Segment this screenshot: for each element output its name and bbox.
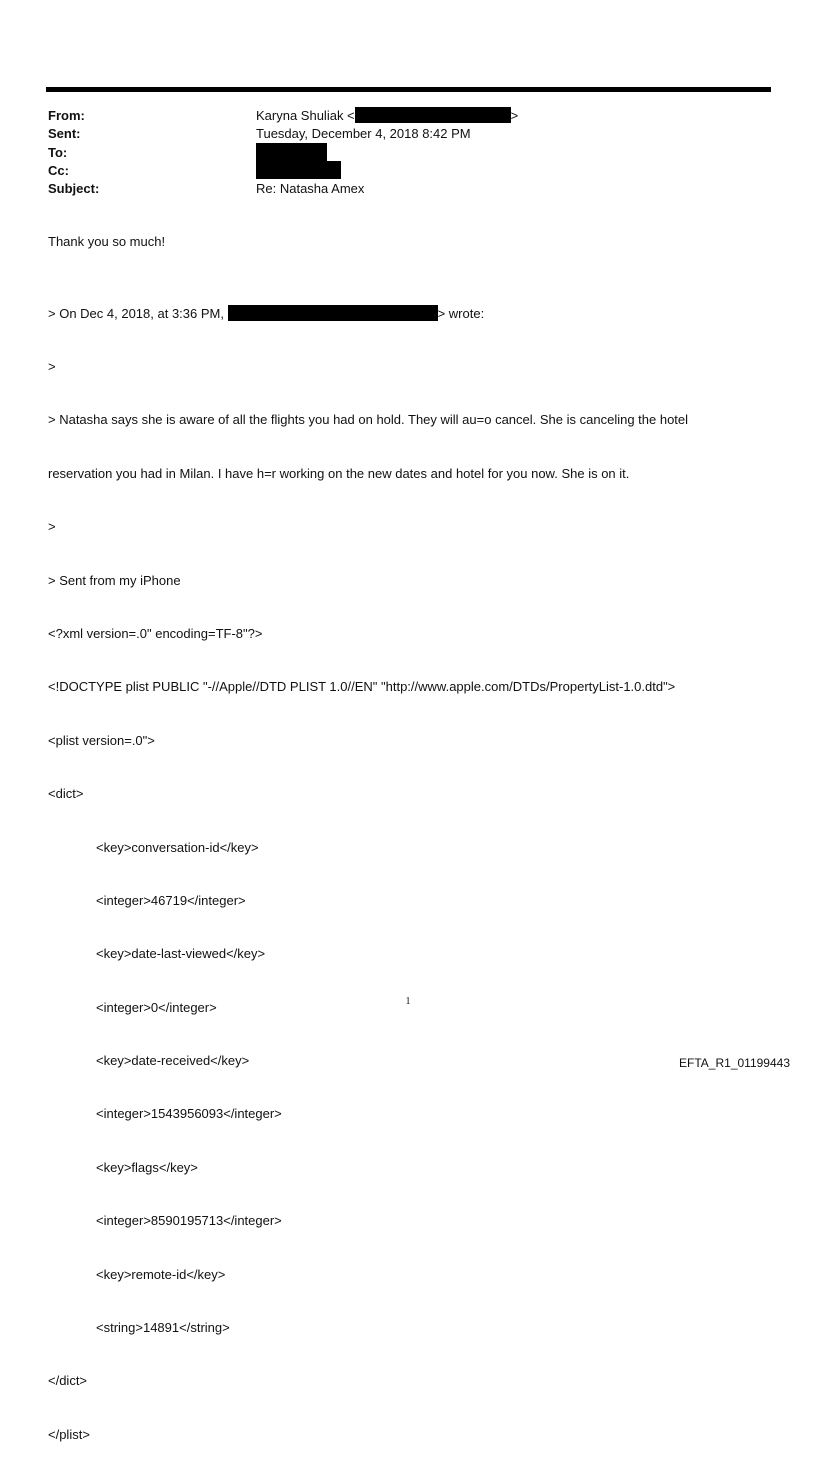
- document-id: EFTA_R1_01199443: [679, 1056, 790, 1070]
- from-label: From:: [48, 108, 85, 123]
- quote-intro-end: > wrote:: [437, 305, 485, 321]
- dict-line: <key>date-received</key>: [96, 1053, 250, 1069]
- header-rule: [46, 87, 771, 92]
- body-line: > Natasha says she is aware of all the flights you had on hold. They will au=o cancel. She is canceling the hotel: [48, 412, 689, 428]
- page-number: 1: [405, 996, 411, 1007]
- quote-intro-line: [48, 305, 748, 323]
- from-name: Karyna Shuliak <: [256, 108, 355, 123]
- body-line: <plist version=.0">: [48, 732, 155, 748]
- dict-line: <key>remote-id</key>: [96, 1266, 226, 1282]
- greeting: Thank you so much!: [48, 234, 166, 249]
- dict-line: <key>conversation-id</key>: [96, 839, 259, 855]
- cc-redaction: [256, 161, 341, 179]
- sent-value: Tuesday, December 4, 2018 8:42 PM: [256, 126, 471, 141]
- dict-line: <integer>46719</integer>: [96, 892, 246, 908]
- subject-label: Subject:: [48, 181, 100, 196]
- dict-line: <integer>1543956093</integer>: [96, 1106, 282, 1122]
- to-redaction: [256, 143, 327, 161]
- body-line: >: [48, 358, 56, 374]
- body-line: <!DOCTYPE plist PUBLIC "-//Apple//DTD PLIST 1.0//EN" "http://www.apple.com/DTDs/PropertyList-1.0.dtd">: [48, 679, 676, 695]
- body-line: >: [48, 519, 56, 535]
- closing-line: </plist>: [48, 1426, 90, 1442]
- body-line: reservation you had in Milan. I have h=r working on the new dates and hotel for you now. She is on it.: [48, 465, 630, 481]
- sent-label: Sent:: [48, 126, 81, 141]
- dict-line: <string>14891</string>: [96, 1320, 230, 1336]
- body-line: <?xml version=.0" encoding=TF-8"?>: [48, 625, 263, 641]
- sender-redaction: [228, 305, 438, 321]
- dict-line: <integer>8590195713</integer>: [96, 1213, 282, 1229]
- body-line: <dict>: [48, 786, 84, 802]
- subject-value: Re: Natasha Amex: [256, 181, 365, 196]
- closing-line: </dict>: [48, 1373, 88, 1389]
- dict-line: <key>date-last-viewed</key>: [96, 946, 266, 962]
- from-close: >: [510, 108, 519, 123]
- from-email-redaction: [355, 107, 511, 123]
- message-body: [48, 269, 748, 1461]
- dict-line: <key>flags</key>: [96, 1159, 198, 1175]
- from-value: [256, 107, 518, 125]
- quote-intro-start: > On Dec 4, 2018, at 3:36 PM,: [48, 305, 224, 321]
- to-label: To:: [48, 145, 68, 160]
- dict-line: <integer>0</integer>: [96, 999, 217, 1015]
- body-line: > Sent from my iPhone: [48, 572, 181, 588]
- cc-label: Cc:: [48, 163, 69, 178]
